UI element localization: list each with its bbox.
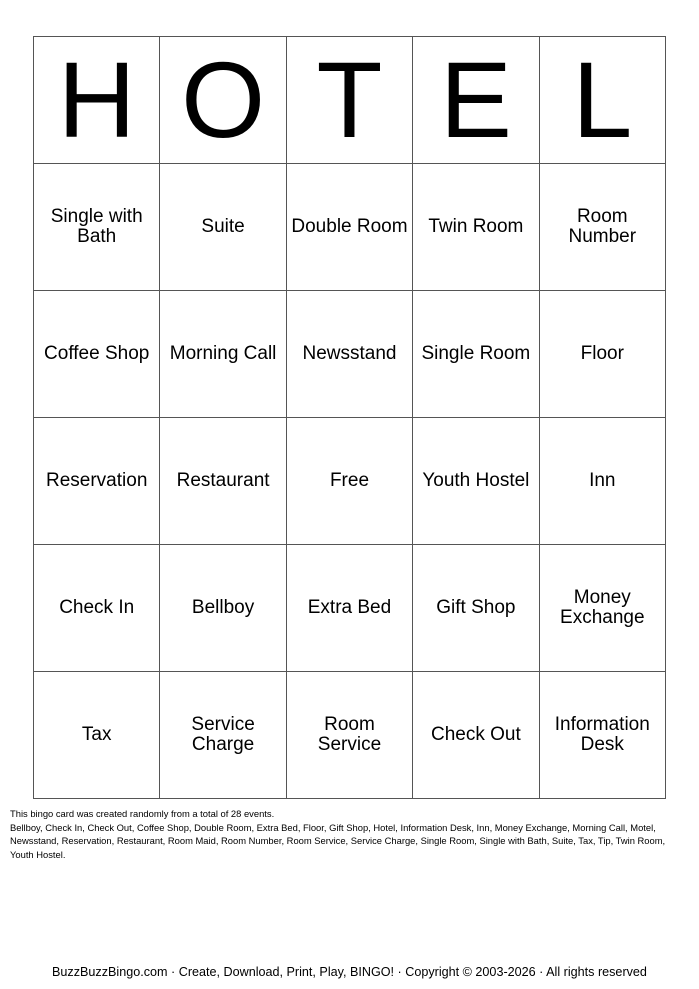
bingo-cell: Newsstand — [286, 291, 412, 418]
bingo-cell: Check Out — [413, 672, 539, 799]
bingo-cell: Inn — [539, 418, 665, 545]
bingo-cell: Suite — [160, 164, 286, 291]
bingo-cell: Room Service — [286, 672, 412, 799]
bingo-cell: Service Charge — [160, 672, 286, 799]
footer-copyright: BuzzBuzzBingo.com · Create, Download, Print, Play, BINGO! · Copyright © 2003-2026 · All rights reserved — [52, 965, 647, 979]
bingo-cell: Youth Hostel — [413, 418, 539, 545]
bingo-cell: Twin Room — [413, 164, 539, 291]
bingo-cell: Single Room — [413, 291, 539, 418]
header-letter-e: E — [413, 37, 539, 164]
bingo-row-4 — [34, 545, 666, 672]
bingo-cell: Single with Bath — [34, 164, 160, 291]
bingo-cell: Reservation — [34, 418, 160, 545]
bingo-cell: Gift Shop — [413, 545, 539, 672]
bingo-cell: Floor — [539, 291, 665, 418]
bingo-row-2 — [34, 291, 666, 418]
header-letter-l: L — [539, 37, 665, 164]
bingo-row-3 — [34, 418, 666, 545]
bingo-cell: Room Number — [539, 164, 665, 291]
event-list: Bellboy, Check In, Check Out, Coffee Shop, Double Room, Extra Bed, Floor, Gift Shop, Hotel, Information Desk, Inn, Money Exchange, Morning Call, Motel, Newsstand, Reservation, Restaurant, Room Maid, Room Number, Room Service, Service Charge, Single Room, Single with Bath, Suite, Tax, Tip, Twin Room, Youth Hostel. — [10, 821, 666, 860]
bingo-row-1 — [34, 164, 666, 291]
bingo-cell: Check In — [34, 545, 160, 672]
bingo-cell: Coffee Shop — [34, 291, 160, 418]
bingo-cell: Extra Bed — [286, 545, 412, 672]
header-letter-o: O — [160, 37, 286, 164]
header-row — [34, 37, 666, 164]
card-created-note: This bingo card was created randomly from a total of 28 events. — [10, 808, 275, 819]
bingo-cell: Double Room — [286, 164, 412, 291]
header-letter-h: H — [34, 37, 160, 164]
card-note — [10, 807, 690, 861]
bingo-cell: Bellboy — [160, 545, 286, 672]
bingo-cell: Money Exchange — [539, 545, 665, 672]
bingo-row-5 — [34, 672, 666, 799]
bingo-cell-free: Free — [286, 418, 412, 545]
bingo-cell: Tax — [34, 672, 160, 799]
bingo-cell: Restaurant — [160, 418, 286, 545]
bingo-cell: Information Desk — [539, 672, 665, 799]
header-letter-t: T — [286, 37, 412, 164]
bingo-card — [33, 36, 666, 799]
bingo-cell: Morning Call — [160, 291, 286, 418]
